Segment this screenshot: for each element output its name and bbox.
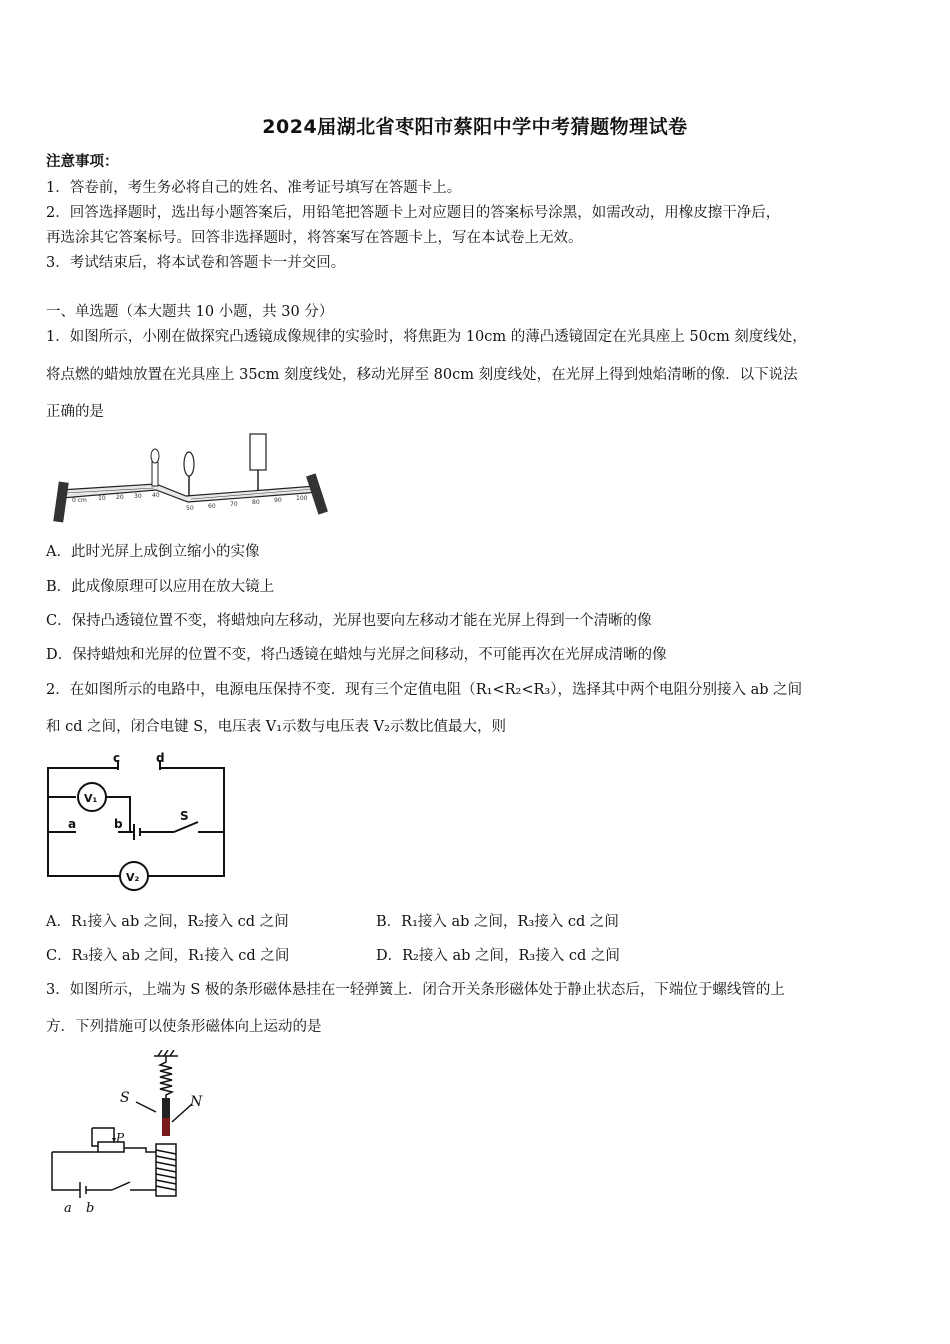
page-title: 2024届湖北省枣阳市蔡阳中学中考猜题物理试卷 bbox=[262, 116, 688, 138]
terminal-b-label: b bbox=[86, 1201, 95, 1216]
question-2-option: A．R₁接入 ab 之间，R₂接入 cd 之间 bbox=[46, 914, 289, 930]
ruler-tick: 40 bbox=[152, 492, 160, 499]
ruler-tick: 100 bbox=[296, 495, 308, 502]
terminal-c-label: c bbox=[113, 752, 121, 765]
question-2-option: C．R₃接入 ab 之间，R₁接入 cd 之间 bbox=[46, 948, 290, 964]
ruler-tick: 10 bbox=[98, 495, 106, 502]
question-1-option: A．此时光屏上成倒立缩小的实像 bbox=[46, 544, 260, 560]
ruler-tick: 0 cm bbox=[72, 497, 87, 504]
optical-bench-figure bbox=[46, 430, 346, 528]
question-1-text: 将点燃的蜡烛放置在光具座上 35cm 刻度线处，移动光屏至 80cm 刻度线处，在光屏上得到烛焰清晰的像．以下说法 bbox=[46, 367, 798, 383]
switch-s-label: S bbox=[180, 809, 189, 823]
ruler-tick: 90 bbox=[274, 497, 282, 504]
question-2-text: 2．在如图所示的电路中，电源电压保持不变．现有三个定值电阻（R₁<R₂<R₃），选择其中两个电阻分别接入 ab 之间 bbox=[46, 682, 803, 698]
question-1-text: 正确的是 bbox=[46, 404, 104, 420]
question-1-option: D．保持蜡烛和光屏的位置不变，将凸透镜在蜡烛与光屏之间移动，不可能再次在光屏成清晰的像 bbox=[46, 647, 667, 663]
notice-item: 再选涂其它答案标号。回答非选择题时，将答案写在答题卡上，写在本试卷上无效。 bbox=[46, 230, 583, 246]
terminal-b-label: b bbox=[114, 817, 123, 831]
voltmeter-v2-label: V₂ bbox=[126, 871, 140, 884]
question-2-option: D．R₂接入 ab 之间，R₃接入 cd 之间 bbox=[376, 948, 620, 964]
magnet-n-label: N bbox=[190, 1094, 203, 1110]
notice-item: 2．回答选择题时，选出每小题答案后，用铅笔把答题卡上对应题目的答案标号涂黑，如需改动，用橡皮擦干净后， bbox=[46, 205, 781, 221]
question-1-option: C．保持凸透镜位置不变，将蜡烛向左移动，光屏也要向左移动才能在光屏上得到一个清晰的像 bbox=[46, 613, 652, 629]
notice-item: 1．答卷前，考生务必将自己的姓名、准考证号填写在答题卡上。 bbox=[46, 180, 462, 196]
ruler-tick: 20 bbox=[116, 494, 124, 501]
ruler-tick: 80 bbox=[252, 499, 260, 506]
circuit-figure-q2 bbox=[46, 752, 236, 892]
ruler-tick: 30 bbox=[134, 493, 142, 500]
ruler-tick: 50 bbox=[186, 505, 194, 512]
terminal-a-label: a bbox=[68, 817, 77, 831]
terminal-a-label: a bbox=[64, 1201, 72, 1216]
question-3-text: 3．如图所示，上端为 S 极的条形磁体悬挂在一轻弹簧上．闭合开关条形磁体处于静止状态后，下端位于螺线管的上 bbox=[46, 982, 785, 998]
magnet-solenoid-figure bbox=[46, 1050, 246, 1220]
ruler-tick: 60 bbox=[208, 503, 216, 510]
rheostat-p-label: P bbox=[116, 1131, 125, 1145]
question-2-option: B．R₁接入 ab 之间，R₃接入 cd 之间 bbox=[376, 914, 619, 930]
terminal-d-label: d bbox=[156, 752, 165, 765]
magnet-s-label: S bbox=[120, 1090, 130, 1106]
section-heading: 一、单选题（本大题共 10 小题，共 30 分） bbox=[46, 304, 334, 320]
question-1-text: 1．如图所示，小刚在做探究凸透镜成像规律的实验时，将焦距为 10cm 的薄凸透镜固定在光具座上 50cm 刻度线处， bbox=[46, 329, 807, 345]
voltmeter-v1-label: V₁ bbox=[84, 792, 98, 805]
question-2-text: 和 cd 之间，闭合电键 S，电压表 V₁示数与电压表 V₂示数比值最大，则 bbox=[46, 719, 506, 735]
notice-item: 3．考试结束后，将本试卷和答题卡一并交回。 bbox=[46, 255, 346, 271]
question-1-option: B．此成像原理可以应用在放大镜上 bbox=[46, 579, 275, 595]
ruler-tick: 70 bbox=[230, 501, 238, 508]
notice-heading: 注意事项： bbox=[46, 153, 119, 170]
question-3-text: 方．下列措施可以使条形磁体向上运动的是 bbox=[46, 1019, 322, 1035]
